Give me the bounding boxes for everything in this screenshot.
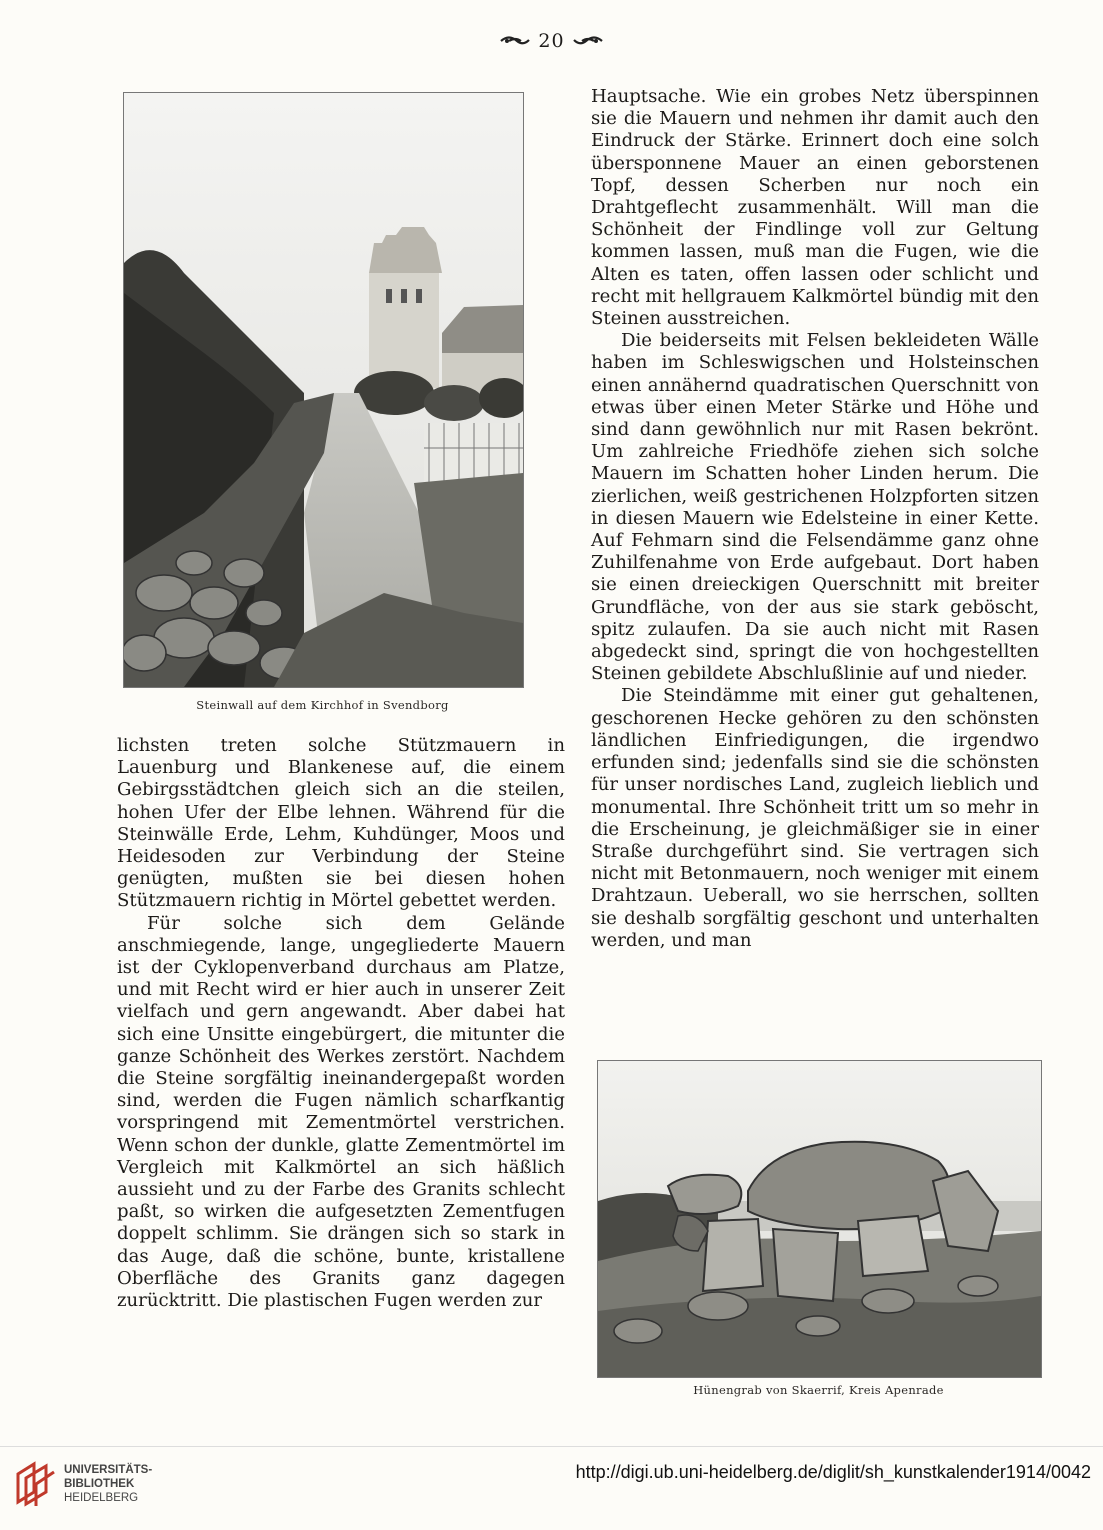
page-number-text: 20 [538, 30, 565, 52]
paragraph: lichsten treten solche Stützmauern in Lauenburg und Blankenese auf, die einem Gebirgsstädtchen gleich sich an die steilen, hohen Ufer der Elbe lehnen. Während für die Steinwälle Erde, Lehm, Kuhdünger, Moos und Heidesoden zur Verbindung der Steine genügten, mußten sie bei diesen hohen Stützmauern richtig in Mörtel gebettet werden. [117, 735, 565, 912]
library-logo-icon [12, 1458, 58, 1512]
right-ornament-icon [572, 31, 604, 53]
document-url-link[interactable]: http://digi.ub.uni-heidelberg.de/diglit/sh_kunstkalender1914/0042 [575, 1462, 1091, 1482]
footer-divider [0, 1446, 1103, 1447]
paragraph: Hauptsache. Wie ein grobes Netz überspinnen sie die Mauern und nehmen ihr damit auch den Eindruck der Stärke. Erinnert doch eine solch übersponnene Mauer an einen geborstenen Topf, dessen Scherben nur noch ein Drahtgeflecht zusammenhält. Will man die Schönheit der Findlinge voll zur Geltung kommen lassen, muß man die Fugen, wie die Alten es taten, offen lassen oder schlicht und recht mit hellgrauem Kalkmörtel bündig mit den Steinen ausstreichen. [591, 86, 1039, 330]
page-number [0, 30, 1103, 53]
church-photo-caption: Steinwall auf dem Kirchhof in Svendborg [196, 698, 449, 712]
paragraph: Die beiderseits mit Felsen bekleideten Wälle haben im Schleswigschen und Holsteinschen einen annähernd quadratischen Querschnitt von etwas über einen Meter Stärke und Höhe und sind dann gewöhnlich nur mit Rasen bekrönt. Um zahlreiche Friedhöfe ziehen sich solche Mauern im Schatten hoher Linden herum. Die zierlichen, weiß gestrichenen Holzpforten sitzen in diesen Mauern wie Edelsteine in einer Kette. Auf Fehmarn sind die Felsendämme ganz ohne Zuhilfenahme von Erde aufgebaut. Dort haben sie einen dreieckigen Querschnitt mit breiter Grundfläche, von der aus sie stark geböscht, spitz zulaufen. Da sie auch nicht mit Rasen abgedeckt sind, springt die von hochgestellten Steinen gebildete Abschlußlinie auf und nieder. [591, 330, 1039, 685]
paragraph: Die Steindämme mit einer gut gehaltenen, geschorenen Hecke gehören zu den schönsten ländlichen Einfriedigungen, die irgendwo erfunden sind; jedenfalls sind sie die schönsten für unser nordisches Land, zugleich lieblich und monumental. Ihre Schönheit tritt um so mehr in die Erscheinung, je gleichmäßiger sie in einer Straße durchgeführt sind. Sie vertragen sich nicht mit Betonmauern, noch weniger mit einem Drahtzaun. Ueberall, wo sie herrschen, sollten sie deshalb sorgfältig geschont und unterhalten werden, und man [591, 685, 1039, 951]
dolmen-photo-caption: Hünengrab von Skaerrif, Kreis Apenrade [693, 1383, 944, 1397]
right-text-column [591, 86, 1039, 952]
dolmen-photo [597, 1060, 1042, 1378]
left-text-column [117, 735, 565, 1312]
church-wall-photo [123, 92, 524, 688]
paragraph: Für solche sich dem Gelände anschmiegende, lange, ungegliederte Mauern ist der Cyklopenverband durchaus am Platze, und mit Recht wird er hier auch in unserer Zeit vielfach und gern angewandt. Aber dabei hat sich eine Unsitte eingebürgert, die mitunter die ganze Schönheit des Werkes zerstört. Nachdem die Steine sorgfältig ineinandergepaßt worden sind, werden die Fugen nämlich scharfkantig vorspringend mit Zementmörtel verstrichen. Wenn schon der dunkle, glatte Zementmörtel im Vergleich mit Kalkmörtel an sich häßlich aussieht und zu der Farbe des Granits schlecht paßt, so wirken die aufgesetzten Zementfugen doppelt schlimm. Sie drängen sich so stark in das Auge, daß die schöne, bunte, kristallene Oberfläche des Granits ganz dagegen zurücktritt. Die plastischen Fugen werden zur [117, 912, 565, 1312]
left-ornament-icon [499, 31, 531, 53]
library-name: UNIVERSITÄTS- BIBLIOTHEK HEIDELBERG [64, 1464, 153, 1504]
library-logo[interactable] [10, 1456, 170, 1516]
